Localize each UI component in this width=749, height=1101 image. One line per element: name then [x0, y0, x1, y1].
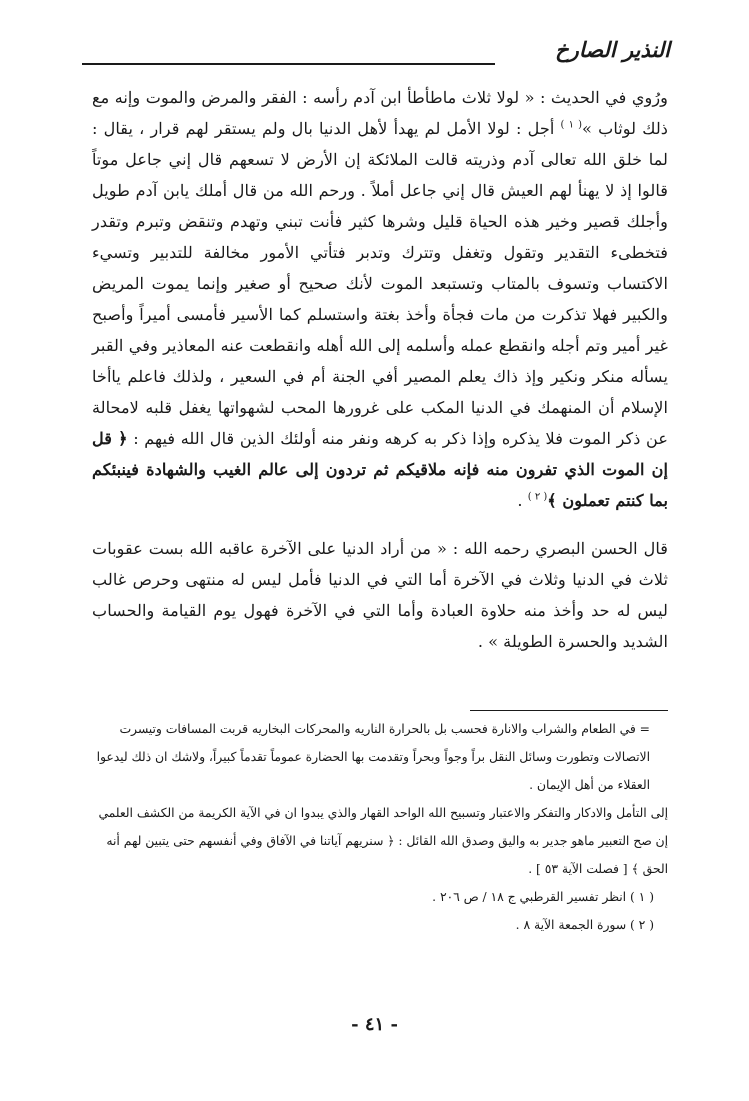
quran-verse: ﴿ قل إن الموت الذي تفرون منه فإنه ملاقيكم ثم تردون إلى عالم الغيب والشهادة فينبئكم بما كنتم تعملون ﴾ — [92, 429, 668, 510]
paragraph-1-end: . — [517, 491, 528, 510]
footnotes — [92, 715, 668, 939]
footnote-ref-2[interactable]: ( ٢ ) — [527, 491, 548, 503]
paragraph-1-opening: ورُوي في الحديث : « لولا ثلاث ماطأطأ ابن آدم رأسه : الفقر والمرض والموت وإنه مع ذلك لوثاب » — [92, 88, 668, 138]
paragraph-1-body: أجل : لولا الأمل لم يهدأ لأهل الدنيا بال ولم يستقر لهم قرار ، يقال : لما خلق الله تعالى آدم وذريته قالت الملائكة إن الأرض لا تسعهم قال إني جاعل موتاً قالوا إذ لا يهنأ لهم العيش قال إني جاعل أملاً . ورحم الله من قال أملك يابن آدم طويل وأجلك قصير وخير هذه الحياة قليل وشرها كثير فأنت تبني وتهدم وتنقض وتبرم وتقدر فتخطىء التقدير وتقول وتغفل وتترك وتدبر فتأتي الأمور مخالفة للتدبير وتسيء الاكتساب وتسوف بالمتاب وتستبعد الموت لأنك صحيح أو صغير وإنما يموت المريض والكبير فهلا تذكرت من مات فجأة وأخذ بغتة واستسلم كما الأسير فأمسى أميراً وأصبح غير أمير وتم أجله وانقطع عمله وأسلمه إلى الله أهله وانقطعت عنه المعاذير وفي القبر يسأله منكر ونكير وإذ ذاك يعلم المصير أفي الجنة أم في السعير ، ولذلك فاعلم ياأخا الإسلام أن المنهمك في الدنيا المكب على غرورها المحب لشهواتها يغفل قلبه لامحالة عن ذكر الموت فلا يذكره وإذا ذكر به كرهه ونفر منه أولئك الذين قال الله فيهم : — [92, 119, 669, 448]
footnote-note: إلى التأمل والادكار والتفكر والاعتبار وتسبيح الله الواحد القهار والذي يبدوا ان في الآية الكريمة من الكشف العلمي إن صح التعبير ماهو جدير به واليق وصدق الله القائل : ﴿ سنريهم آياتنا في الآفاق وفي أنفسهم حتى يتبين لهم أنه الحق ﴾ [ فصلت الآية ٥٣ ] . — [98, 806, 668, 876]
main-text — [92, 82, 668, 657]
paragraph-2: قال الحسن البصري رحمه الله : « من أراد الدنيا على الآخرة عاقبه الله بست عقوبات ثلاث في الدنيا وثلاث في الآخرة أما التي في الدنيا فأمل ليس له منتهى وحرص غالب ليس له حد وأخذ منه حلاوة العبادة وأما التي في الآخرة فهول يوم القيامة والحساب الشديد والحسرة الطويلة » . — [92, 539, 668, 651]
footnote-2: ( ٢ ) سورة الجمعة الآية ٨ . — [515, 918, 654, 932]
header-rule — [82, 63, 495, 65]
page-number: - ٤١ - — [351, 1014, 398, 1035]
footnote-continued: = في الطعام والشراب والانارة فحسب بل بالحرارة الناريه والمحركات البخاريه قربت المسافات وتيسرت الاتصالات وتطورت وسائل النقل براً وجواً وبحراً وتقدمت بها الحضارة عموماً تقدماً كبيراً، ولاشك ان ذلك ليدعوا العقلاء من أهل الإيمان . — [96, 722, 650, 792]
footnote-separator — [470, 710, 668, 711]
running-header-title: النذير الصارخ — [555, 38, 670, 62]
footnote-1: ( ١ ) انظر تفسير القرطبي ج ١٨ / ص ٢٠٦ . — [432, 890, 654, 904]
paragraph-1 — [92, 82, 668, 516]
running-header — [82, 38, 670, 72]
footnote-ref-1[interactable]: ( ١ ) — [560, 119, 583, 131]
